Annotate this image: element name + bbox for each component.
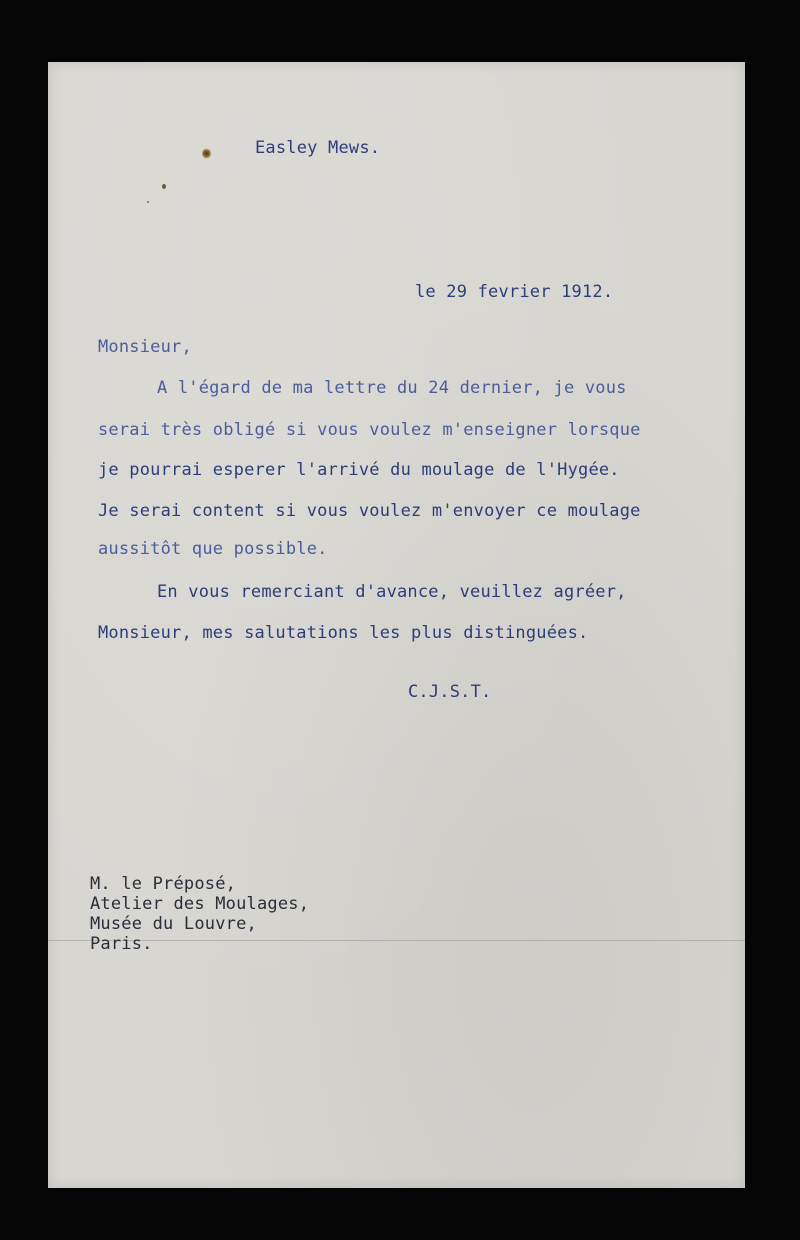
letter-signature: C.J.S.T. (408, 682, 492, 702)
letterhead-address: Easley Mews. (255, 138, 381, 158)
recipient-address-line: M. le Préposé, (90, 874, 237, 894)
recipient-address-line: Paris. (90, 934, 153, 954)
recipient-address-line: Atelier des Moulages, (90, 894, 310, 914)
body-line: Monsieur, mes salutations les plus distinguées. (98, 623, 589, 643)
body-line: En vous remerciant d'avance, veuillez agréer, (157, 582, 627, 602)
body-line: serai très obligé si vous voulez m'enseigner lorsque (98, 420, 641, 440)
body-line: A l'égard de ma lettre du 24 dernier, je vous (157, 378, 627, 398)
body-line: aussitôt que possible. (98, 539, 328, 559)
ink-stain-mark (202, 148, 211, 159)
letter-date: le 29 fevrier 1912. (415, 282, 614, 302)
recipient-address-line: Musée du Louvre, (90, 914, 257, 934)
letter-page (48, 62, 745, 1188)
letter-salutation: Monsieur, (98, 337, 192, 357)
ink-dot-mark (147, 201, 149, 203)
ink-speck-mark (162, 184, 166, 189)
body-line: Je serai content si vous voulez m'envoyer ce moulage (98, 501, 641, 521)
body-line: je pourrai esperer l'arrivé du moulage de l'Hygée. (98, 460, 620, 480)
